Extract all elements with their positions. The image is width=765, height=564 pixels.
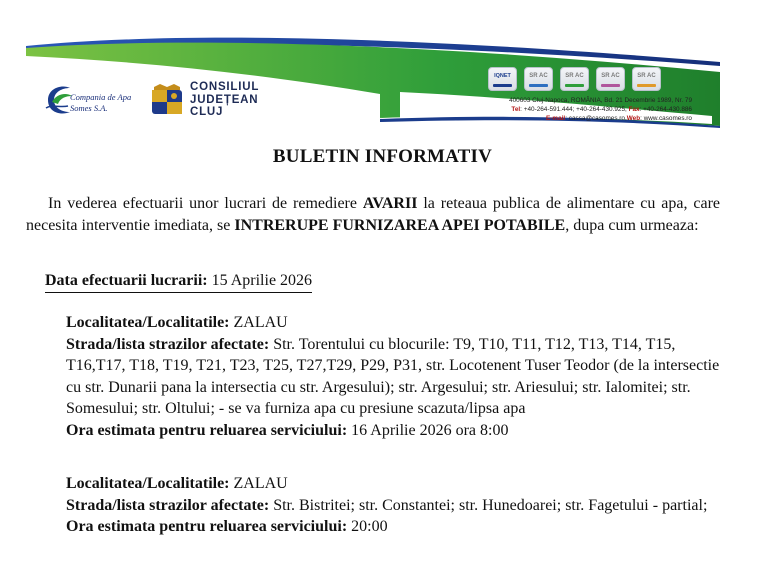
intro-text-3: , dupa cum urmeaza: [565,216,699,234]
intro-text-2: la reteaua publica de alimentare cu apa, care necesita interventie imediata, se [26,195,721,234]
streets-row [66,495,726,517]
email-label: E-mail [546,114,566,122]
certification-badge-icon [524,67,553,91]
certification-badge-icon [596,67,625,91]
locality-row [66,473,726,495]
company-name-line1: Compania de Apa [70,92,132,102]
tel-label: Tel [511,105,521,113]
certification-badge-icon [560,67,589,91]
locality-value: ZALAU [229,475,288,492]
company-name [70,92,131,114]
locality-label: Localitatea/Localitatile: [66,475,230,492]
locality-label: Localitatea/Localitatile: [66,314,230,331]
work-date-label: Data efectuarii lucrarii: [45,272,208,289]
work-date-value: 15 Aprilie 2026 [207,272,313,289]
locality-row [66,312,726,334]
fax-value: : +40-264-430.886 [639,105,692,113]
badge-label: SR AC [637,73,656,79]
fax-label: Fax [628,105,640,113]
certification-badges [488,67,661,91]
resume-time-label: Ora estimata pentru reluarea serviciului: [66,421,348,439]
certification-badge-icon [632,67,661,91]
intro-text-1: In vederea efectuarii unor lucrari de remediere [48,195,363,212]
web-label: Web [626,114,641,122]
work-date-line [45,271,312,293]
streets-value: Str. Bistritei; str. Constantei; str. Hunedoarei; str. Fagetului - partial; [269,496,708,514]
resume-time-value: 16 Aprilie 2026 ora 8:00 [347,421,509,439]
council-line3: CLUJ [190,106,224,118]
streets-value: Str. Torentului cu blocurile: T9, T10, T11, T12, T13, T14, T15, T16,T17, T18, T19, T21, T23, T25, T27,T29, P29, P31, str. Locotenent Tuser Teodor (de la intersectie cu str. Dunarii pana la intersectia cu str. Argesului); str. Argesului; str. Ariesului; str. Ialomitei; str. Somesului; str. Oltului; - se va furniza apa cu presiune scazuta/lipsa apa [66,335,720,417]
certification-badge-icon [488,67,517,91]
document-title: BULETIN INFORMATIV [272,146,493,167]
badge-label: IQNET [494,73,511,79]
tel-value: : +40-264-591.444; +40-264-430.925, [520,105,627,113]
county-council-name [190,81,259,119]
intro-emphasis-avarii: AVARII [362,195,418,212]
resume-time-label: Ora estimata pentru reluarea serviciului: [66,518,348,535]
locality-value: ZALAU [229,314,288,331]
resume-time-row [66,516,726,538]
email-value: : cassa@casomes.ro, [565,114,627,122]
interruption-block [66,473,726,538]
badge-label: SR AC [529,73,548,79]
badge-label: SR AC [601,73,620,79]
streets-label: Strada/lista strazilor afectate: [66,335,270,353]
council-line2: JUDEȚEAN [190,93,259,106]
address-line: 400603 Cluj-Napoca, ROMÂNIA, Bd. 21 Decembrie 1989, Nr. 79 [509,97,692,104]
company-name-line2: Somes S.A. [70,103,108,113]
web-value: : www.casomes.ro [640,114,692,122]
intro-emphasis-interruption: INTRERUPE FURNIZAREA APEI POTABILE [234,216,566,234]
letterhead [0,0,765,132]
email-web-line [406,115,692,124]
resume-time-value: 20:00 [347,518,388,535]
resume-time-row [66,420,726,442]
streets-label: Strada/lista strazilor afectate: [66,496,270,514]
county-crest-icon [150,84,184,116]
phone-fax-line [406,106,692,115]
council-line1: CONSILIUL [190,81,260,93]
badge-label: SR AC [565,73,584,79]
intro-paragraph [26,193,720,236]
contact-info [406,97,692,123]
interruption-block [66,312,726,441]
streets-row [66,334,726,420]
